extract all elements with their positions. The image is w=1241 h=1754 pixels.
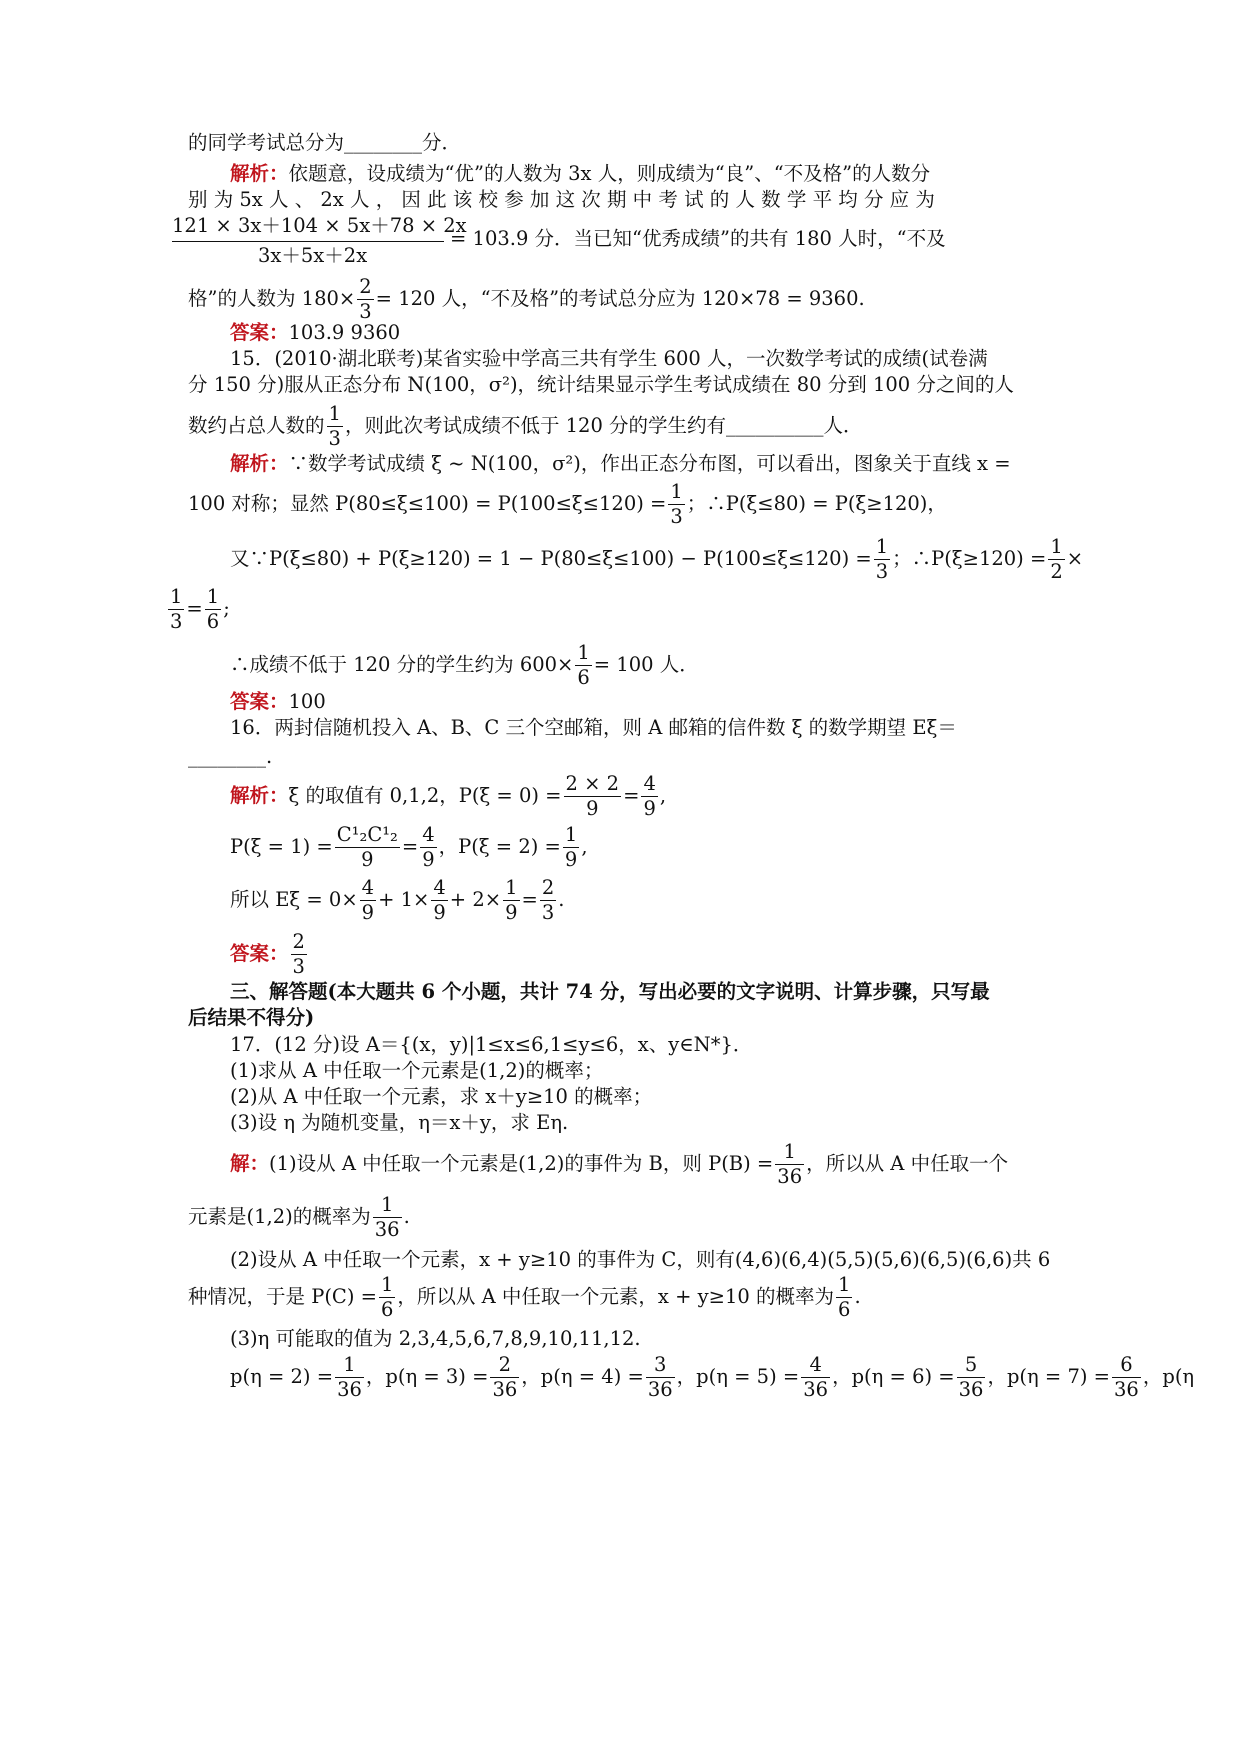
solution-label: 解析： [230,784,289,807]
text-line: 别 为 5x 人 、 2x 人 ， 因 此 该 校 参 加 这 次 期 中 考 试 的 人 数 学 平 均 分 应 为 [188,188,935,211]
text-line: (1)求从 A 中任取一个元素是(1,2)的概率； [230,1059,604,1082]
text-line: 分 150 分)服从正态分布 N(100，σ²)，统计结果显示学生考试成绩在 80 分到 100 分之间的人 [188,373,1014,396]
text-line: 又∵P(ξ≤80) + P(ξ≥120) = 1 − P(80≤ξ≤100) − P(100≤ξ≤120) = $\frac{1}{3}$ ；∴P(ξ≥120) = $\frac{1}{2}$ × [230,535,1084,583]
text-line: p(η = 2) = $\frac{1}{36}$ ，p(η = 3) = $\frac{2}{36}$ ，p(η = 4) = $\frac{3}{36}$ ，p(η = 5) = $\frac{4}{36}$ ，p(η = 6) = $\frac{5}{36}$ ，p(η = 7) = $\frac{6}{36}$ ，p(η [230,1353,1195,1401]
text-line: ∴成绩不低于 120 分的学生约为 600× $\frac{1}{6}$ = 100 人． [230,641,699,689]
answer-label: 答案： [230,690,289,713]
text-line: $\frac{1}{3}$ = $\frac{1}{6}$ ; [170,585,230,633]
section-heading: 三、解答题(本大题共 6 个小题，共计 74 分，写出必要的文字说明、计算步骤，只写最 [230,980,990,1003]
solution-line: 解：(1)设从 A 中任取一个元素是(1,2)的事件为 B，则 P(B) = $\frac{1}{36}$ ，所以从 A 中任取一个 [230,1140,1009,1188]
answer-line: 答案：103.9 9360 [230,321,401,344]
solution-line: 解析：依题意，设成绩为“优”的人数为 3x 人，则成绩为“良”、“不及格”的人数分 [230,162,931,185]
solution-label: 解析： [230,162,289,185]
text-line: P(ξ = 1) = $\frac{\text{C¹₂C¹₂}}{9}$ = $\frac{4}{9}$ ，P(ξ = 2) = $\frac{1}{9}$ , [230,823,588,871]
question-17: 17．(12 分)设 A＝{(x，y)|1≤x≤6,1≤y≤6，x、y∈N*}． [230,1033,753,1056]
text-line: 所以 Eξ = 0× $\frac{4}{9}$ + 1× $\frac{4}{9}$ + 2× $\frac{1}{9}$ = $\frac{2}{3}$ . [230,876,565,924]
text-line: 数约占总人数的 $\frac{1}{3}$ ，则此次考试成绩不低于 120 分的学生约有__________人． [188,402,863,450]
text-line: (3)η 可能取的值为 2,3,4,5,6,7,8,9,10,11,12. [230,1327,641,1350]
fraction-numerator: 121 × 3x＋104 × 5x＋78 × 2x [172,214,467,237]
text-line: = 103.9 分．当已知“优秀成绩”的共有 180 人时，“不及 [450,227,946,250]
question-15: 15．(2010·湖北联考)某省实验中学高三共有学生 600 人，一次数学考试的成绩(试卷满 [230,347,988,370]
text-line: (3)设 η 为随机变量，η＝x＋y，求 Eη. [230,1111,569,1134]
solution-label: 解： [230,1152,270,1175]
fraction-denominator: 3x＋5x＋2x [258,244,368,267]
section-heading: 后结果不得分) [188,1006,315,1029]
text-line: (2)设从 A 中任取一个元素，x + y≥10 的事件为 C，则有(4,6)(6,4)(5,5)(5,6)(6,5)(6,6)共 6 [230,1248,1051,1271]
text-line: ________. [188,745,273,768]
solution-line: 解析：∵数学考试成绩 ξ ~ N(100，σ²)，作出正态分布图，可以看出，图象关于直线 x = [230,452,1011,475]
text-line: (2)从 A 中任取一个元素，求 x＋y≥10 的概率； [230,1085,653,1108]
text-line: 的同学考试总分为________分． [188,131,462,154]
answer-label: 答案： [230,321,289,344]
text-line: 种情况，于是 P(C) = $\frac{1}{6}$ ，所以从 A 中任取一个元素，x + y≥10 的概率为 $\frac{1}{6}$ . [188,1273,861,1321]
text-line: 100 对称；显然 P(80≤ξ≤100) = P(100≤ξ≤120) = $\frac{1}{3}$ ；∴P(ξ≤80) = P(ξ≥120)， [188,480,947,528]
answer-label: 答案： [230,942,289,965]
question-16: 16．两封信随机投入 A、B、C 三个空邮箱，则 A 邮箱的信件数 ξ 的数学期望 Eξ＝ [230,716,957,739]
fraction-rule [172,241,444,242]
solution-label: 解析： [230,452,289,475]
answer-line: 答案：100 [230,690,326,713]
answer-line: 答案： $\frac{2}{3}$ [230,930,305,978]
text-line: 元素是(1,2)的概率为 $\frac{1}{36}$ . [188,1193,410,1241]
solution-line: 解析：ξ 的取值有 0,1,2，P(ξ = 0) = $\frac{2 \times 2}{9}$ = $\frac{4}{9}$ , [230,772,667,820]
text-line: 格”的人数为 180× $\frac{2}{3}$ = 120 人，“不及格”的考试总分应为 120×78 = 9360. [188,275,865,323]
